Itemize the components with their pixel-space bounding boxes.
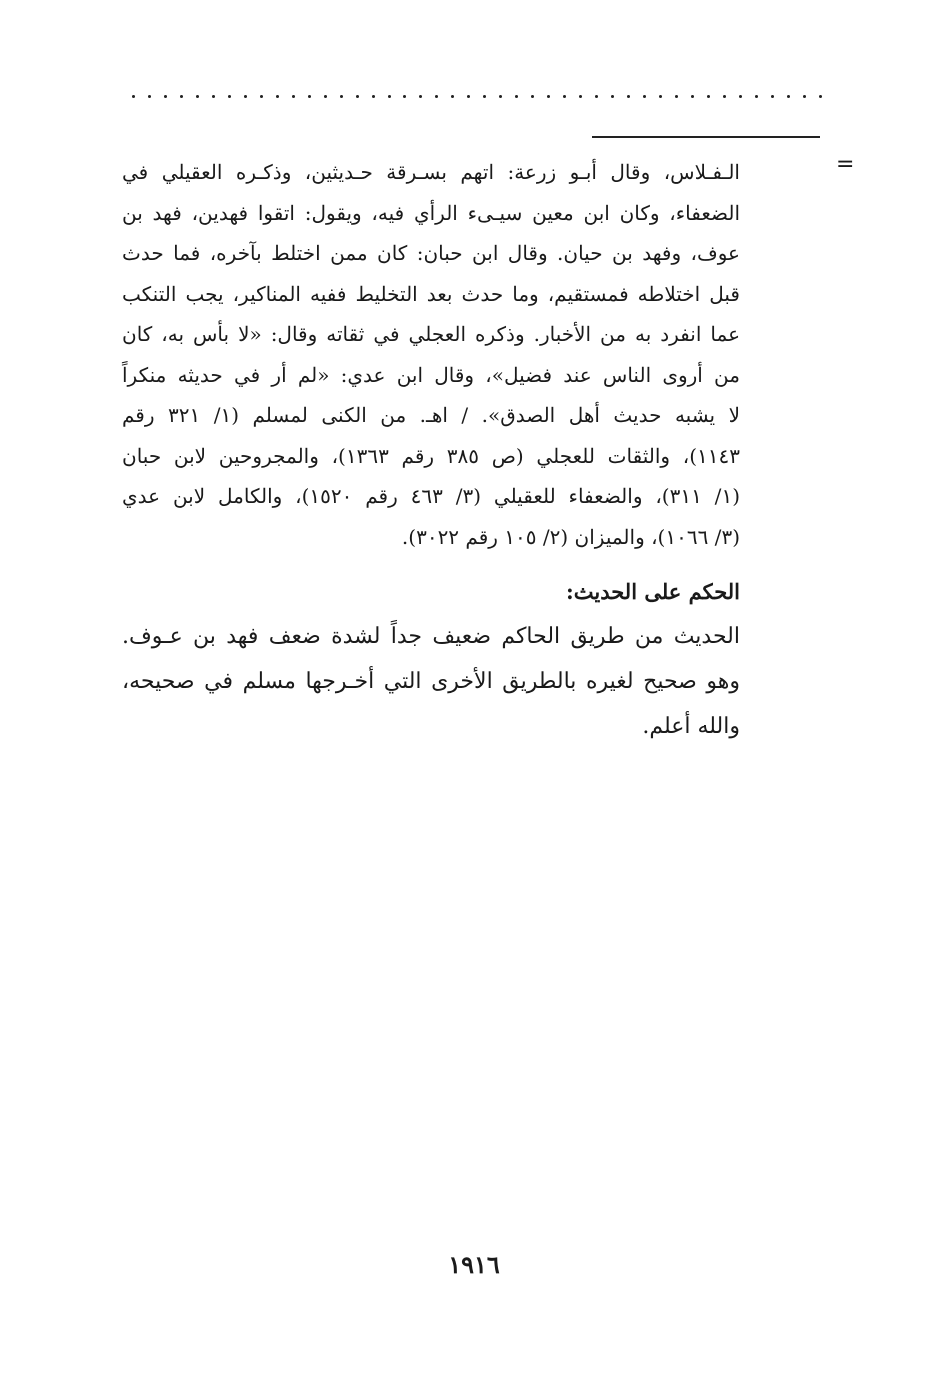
header-dot	[467, 95, 470, 98]
header-dot	[739, 95, 742, 98]
header-dot	[579, 95, 582, 98]
header-dotted-line	[132, 86, 822, 106]
header-dot	[403, 95, 406, 98]
footnote-line: الـفـلاس، وقال أبـو زرعة: اتهم بسـرقة حـديثين، وذكـره العقيلي في	[122, 160, 740, 184]
header-dot	[531, 95, 534, 98]
ruling-heading: الحكم على الحديث:	[566, 579, 740, 604]
header-dot	[707, 95, 710, 98]
header-dot	[755, 95, 758, 98]
header-dot	[611, 95, 614, 98]
header-dot	[324, 95, 327, 98]
header-dot	[627, 95, 630, 98]
header-dot	[244, 95, 247, 98]
footnote-line: قبل اختلاطه فمستقيم، وما حدث بعد التخليط ففيه المناكير، يجب التنكب	[122, 281, 740, 306]
header-dot	[212, 95, 215, 98]
header-dot	[164, 95, 167, 98]
header-dot	[643, 95, 646, 98]
ruling-line: الحديث من طريق الحاكم ضعيف جداً لشدة ضعف فهد بن عـوف.	[122, 624, 740, 649]
footnote-separator-rule	[592, 136, 820, 138]
footnote-line: عما انفرد به من الأخبار. وذكره العجلي في ثقاته وقال: «لا بأس به، كان	[122, 322, 740, 346]
ruling-line: والله أعلم.	[642, 714, 740, 739]
footnote-line: عوف، وفهد بن حيان. وقال ابن حبان: كان ممن اختلط بآخره، فما حدث	[122, 241, 740, 265]
header-dot	[787, 95, 790, 98]
header-dot	[228, 95, 231, 98]
header-dot	[308, 95, 311, 98]
ruling-paragraph	[122, 614, 740, 749]
header-dot	[356, 95, 359, 98]
header-dot	[340, 95, 343, 98]
page-number: ١٩١٦	[448, 1250, 500, 1279]
footnote-line: (١/ ٣١١)، والضعفاء للعقيلي (٣/ ٤٦٣ رقم ١٥٢٠)، والكامل لابن عدي	[122, 484, 740, 508]
footnote-line: (٣/ ١٠٦٦)، والميزان (٢/ ١٠٥ رقم ٣٠٢٢).	[401, 524, 740, 549]
header-dot	[435, 95, 438, 98]
footnote-line: الضعفاء، وكان ابن معين سيـىء الرأي فيه، ويقول: اتقوا فهدين، فهد بن	[122, 200, 740, 225]
header-dot	[659, 95, 662, 98]
header-dot	[771, 95, 774, 98]
header-dot	[132, 95, 135, 98]
header-dot	[595, 95, 598, 98]
footnote-block	[122, 152, 740, 557]
header-dot	[419, 95, 422, 98]
header-dot	[196, 95, 199, 98]
footnote-continuation-mark: =	[836, 152, 855, 177]
header-dot	[388, 95, 391, 98]
header-dot	[563, 95, 566, 98]
header-dot	[260, 95, 263, 98]
header-dot	[499, 95, 502, 98]
header-dot	[819, 95, 822, 98]
footnote-line: ١١٤٣)، والثقات للعجلي (ص ٣٨٥ رقم ١٣٦٣)، والمجروحين لابن حبان	[122, 443, 740, 468]
header-dot	[675, 95, 678, 98]
ruling-line: وهو صحيح لغيره بالطريق الأخرى التي أخـرجها مسلم في صحيحه،	[122, 669, 740, 694]
header-dot	[515, 95, 518, 98]
header-dot	[723, 95, 726, 98]
header-dot	[180, 95, 183, 98]
footnote-line: لا يشبه حديث أهل الصدق». / اهـ. من الكنى لمسلم (١/ ٣٢١ رقم	[122, 403, 740, 427]
header-dot	[483, 95, 486, 98]
header-dot	[451, 95, 454, 98]
header-dot	[148, 95, 151, 98]
header-dot	[547, 95, 550, 98]
header-dot	[372, 95, 375, 98]
header-dot	[276, 95, 279, 98]
header-dot	[803, 95, 806, 98]
header-dot	[292, 95, 295, 98]
footnote-line: من أروى الناس عند فضيل»، وقال ابن عدي: «لم أر في حديثه منكراً	[122, 362, 740, 387]
header-dot	[691, 95, 694, 98]
